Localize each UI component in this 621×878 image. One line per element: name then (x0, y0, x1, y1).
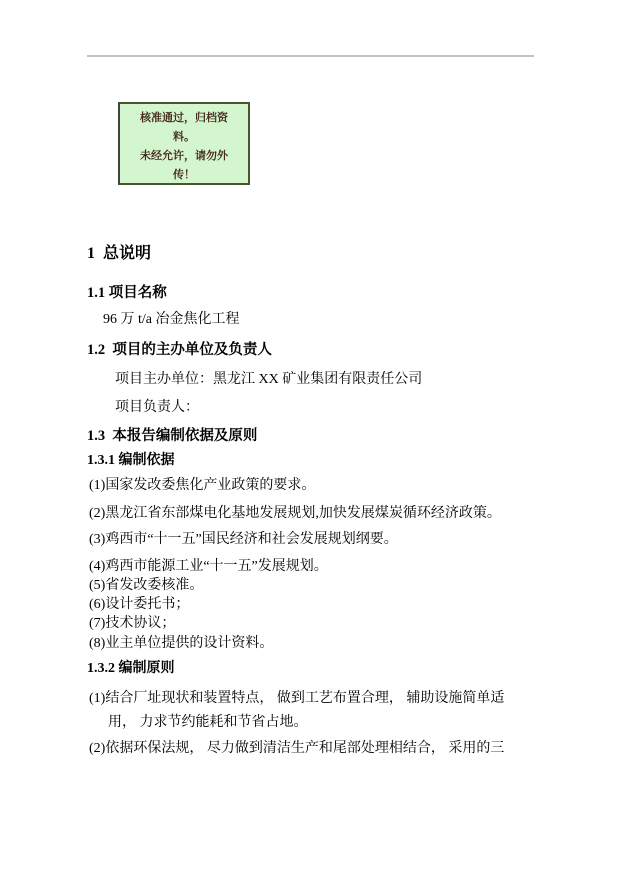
document-body (87, 244, 569, 761)
principle-paragraph-1-line-1: (1)结合厂址现状和装置特点， 做到工艺布置合理， 辅助设施简单适 (89, 691, 505, 706)
approval-stamp-box (118, 102, 250, 185)
stamp-line-2: 料。 (173, 131, 195, 143)
basis-list-item-2: (2)黑龙江省东部煤电化基地发展规划,加快发展煤炭循环经济政策。 (89, 506, 501, 521)
basis-list-item-7: (7)技术协议； (89, 616, 176, 631)
principle-paragraph-1-line-2: 用， 力求节约能耗和节省占地。 (108, 715, 308, 730)
basis-list-item-3: (3)鸡西市“十一五”国民经济和社会发展规划纲要。 (89, 532, 398, 547)
section-heading-1-2: 1.2 项目的主办单位及负责人 (87, 342, 272, 358)
stamp-line-4: 传！ (173, 169, 195, 181)
chapter-heading: 1 总说明 (87, 245, 152, 262)
basis-list-item-1: (1)国家发改委焦化产业政策的要求。 (89, 478, 316, 493)
subsection-heading-1-3-2: 1.3.2 编制原则 (87, 661, 175, 676)
basis-list-item-8: (8)业主单位提供的设计资料。 (89, 636, 274, 651)
subsection-heading-1-3-1: 1.3.1 编制依据 (87, 453, 175, 468)
basis-list-item-6: (6)设计委托书； (89, 597, 190, 612)
project-sponsor-text: 项目主办单位：黑龙江 XX 矿业集团有限责任公司 (115, 372, 423, 387)
project-name-text: 96 万 t/a 冶金焦化工程 (103, 312, 240, 327)
project-leader-text: 项目负责人： (115, 400, 199, 415)
basis-list-item-4: (4)鸡西市能源工业“十一五”发展规划。 (89, 559, 328, 574)
section-heading-1-3: 1.3 本报告编制依据及原则 (87, 428, 258, 444)
basis-list-item-5: (5)省发改委核准。 (89, 578, 204, 593)
stamp-line-1: 核准通过，归档资 (140, 112, 228, 124)
header-separator-rule (87, 55, 534, 57)
stamp-line-3: 未经允许，请勿外 (140, 150, 228, 162)
section-heading-1-1: 1.1 项目名称 (87, 285, 167, 301)
principle-paragraph-2: (2)依据环保法规， 尽力做到清洁生产和尾部处理相结合， 采用的三 (89, 741, 505, 756)
